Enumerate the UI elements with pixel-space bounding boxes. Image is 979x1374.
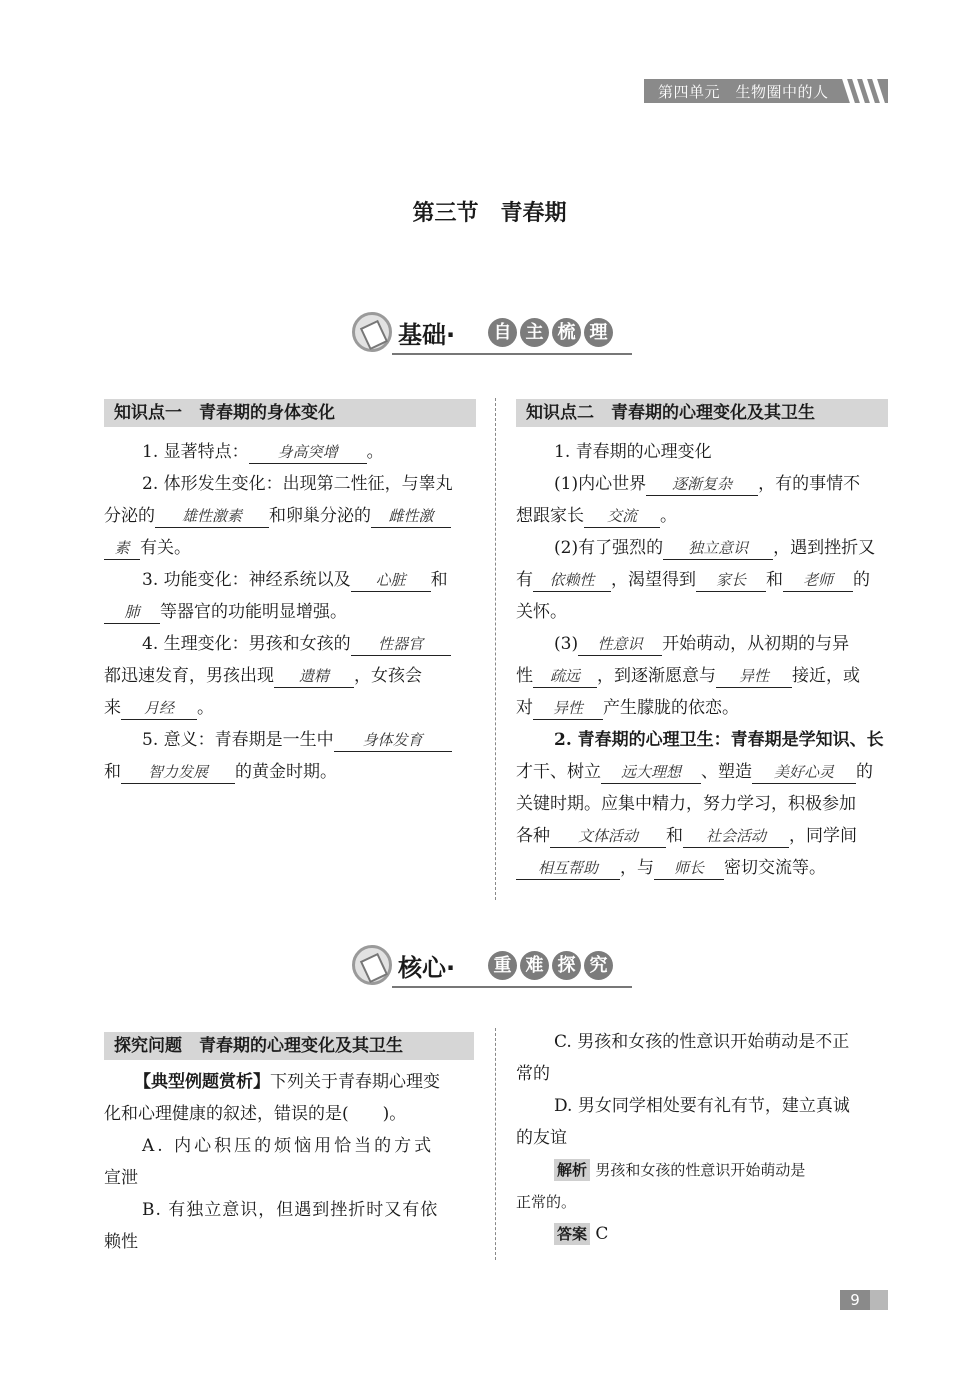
answer-blank: 异性 xyxy=(533,697,603,720)
answer-blank: 文体活动 xyxy=(550,825,666,848)
answer-blank: 疏远 xyxy=(533,665,597,688)
knowledge-point-2-body: 1. 青春期的心理变化 (1)内心世界 逐渐复杂 ，有的事情不 想跟家长 交流 。 (2)有了强烈的 独立意识 ，遇到挫折又 有 依赖性 ，渴望得到 家长 和 老师 的 关怀。 (3) 性意识 开始萌动，从初期的与异 性 疏远 ，到逐渐愿意与 异性 接近，或 对 异性 产生朦胧的依恋。 2. 青春期的心理卫生：青春期是学知识、长 才干、树立 远大理想 、塑造 美好心灵 的 关键时期。应集中精力，努力学习，积极参加 各种 文体活动 和 社会活动 ，同学间 相互帮助 ，与 师长 密切交流等。 xyxy=(516,442,884,878)
option-d: D. 男女同学相处要有礼有节，建立真诚 xyxy=(554,1096,850,1116)
answer-blank: 依赖性 xyxy=(533,569,611,592)
answer-blank: 相互帮助 xyxy=(516,857,620,880)
example-question-continued: C. 男孩和女孩的性意识开始萌动是不正 常的 D. 男女同学相处要有礼有节，建立真诚 的友谊 解析 男孩和女孩的性意识开始萌动是 正常的。 答案 C xyxy=(516,1026,892,1250)
answer-blank: 身体发育 xyxy=(334,729,452,752)
option-c: C. 男孩和女孩的性意识开始萌动是不正 xyxy=(554,1032,850,1052)
banner-char: 梳 xyxy=(552,318,581,347)
analysis-label: 解析 xyxy=(554,1159,590,1181)
example-tag: 【典型例题赏析】 xyxy=(134,1072,270,1092)
answer-blank: 性意识 xyxy=(578,633,662,656)
banner-char: 探 xyxy=(552,951,581,980)
answer-blank: 社会活动 xyxy=(683,825,789,848)
option-b: B. 有独立意识，但遇到挫折时又有依 xyxy=(142,1200,439,1220)
knowledge-point-1-title: 知识点一 青春期的身体变化 xyxy=(104,399,476,427)
banner-char: 重 xyxy=(488,951,517,980)
banner-underline xyxy=(392,986,632,988)
answer-blank: 交流 xyxy=(584,505,660,528)
answer-blank: 美好心灵 xyxy=(752,761,856,784)
knowledge-point-2-title: 知识点二 青春期的心理变化及其卫生 xyxy=(516,399,888,427)
answer-label: 答案 xyxy=(554,1223,590,1245)
answer-blank: 性器官 xyxy=(351,633,451,656)
banner-core xyxy=(352,941,642,991)
book-pen-icon xyxy=(352,312,392,352)
banner-main: 基础· xyxy=(398,321,456,349)
answer-blank: 逐渐复杂 xyxy=(646,473,758,496)
banner-char: 难 xyxy=(520,951,549,980)
unit-title: 第四单元 生物圈中的人 xyxy=(658,83,829,101)
answer-blank: 独立意识 xyxy=(663,537,773,560)
answer-blank: 师长 xyxy=(654,857,724,880)
page-number-box xyxy=(840,1290,888,1310)
banner-char: 主 xyxy=(520,318,549,347)
answer-blank: 老师 xyxy=(783,569,853,592)
page-number: 9 xyxy=(840,1290,870,1310)
banner-main: 核心· xyxy=(398,954,456,982)
example-question: 【典型例题赏析】下列关于青春期心理变 化和心理健康的叙述，错误的是( )。 A. 内心积压的烦恼用恰当的方式 宣泄 B. 有独立意识，但遇到挫折时又有依 赖性 xyxy=(104,1066,480,1258)
banner-char: 自 xyxy=(488,318,517,347)
answer-blank: 月经 xyxy=(121,697,197,720)
answer-blank: 素 xyxy=(104,537,140,560)
answer-blank: 心脏 xyxy=(351,569,431,592)
answer-blank: 雌性激 xyxy=(371,505,451,528)
answer-blank: 雄性激素 xyxy=(155,505,269,528)
column-divider xyxy=(495,398,496,900)
unit-header xyxy=(644,79,888,103)
knowledge-point-1-body: 1. 显著特点： 身高突增 。 2. 体形发生变化：出现第二性征，与睾丸 分泌的 雄性激素 和卵巢分泌的 雌性激 素 有关。 3. 功能变化：神经系统以及 心脏 和 肺 等器官的功能明显增强。 4. 生理变化：男孩和女孩的 性器官 都迅速发育，男孩出现 遗精 ，女孩会 来 月经 。 5. 意义：青春期是一生中 身体发育 和 智力发展 的黄金时期。 xyxy=(104,442,453,782)
banner-underline xyxy=(392,353,632,355)
banner-char: 理 xyxy=(584,318,613,347)
answer-blank: 遗精 xyxy=(274,665,354,688)
answer-blank: 远大理想 xyxy=(601,761,701,784)
book-pen-icon xyxy=(352,945,392,985)
inquiry-title: 探究问题 青春期的心理变化及其卫生 xyxy=(104,1032,474,1060)
option-a: A. 内心积压的烦恼用恰当的方式 xyxy=(142,1136,435,1156)
banner-char: 究 xyxy=(584,951,613,980)
answer-blank: 智力发展 xyxy=(121,761,235,784)
answer-blank: 异性 xyxy=(716,665,792,688)
banner-basics xyxy=(352,308,642,358)
column-divider xyxy=(495,1028,496,1260)
header-stripes xyxy=(844,79,884,103)
answer-blank: 肺 xyxy=(104,601,160,624)
answer-value: C xyxy=(595,1224,609,1244)
section-title: 第三节 青春期 xyxy=(412,201,567,226)
answer-blank: 身高突增 xyxy=(249,441,367,464)
answer-blank: 家长 xyxy=(696,569,766,592)
